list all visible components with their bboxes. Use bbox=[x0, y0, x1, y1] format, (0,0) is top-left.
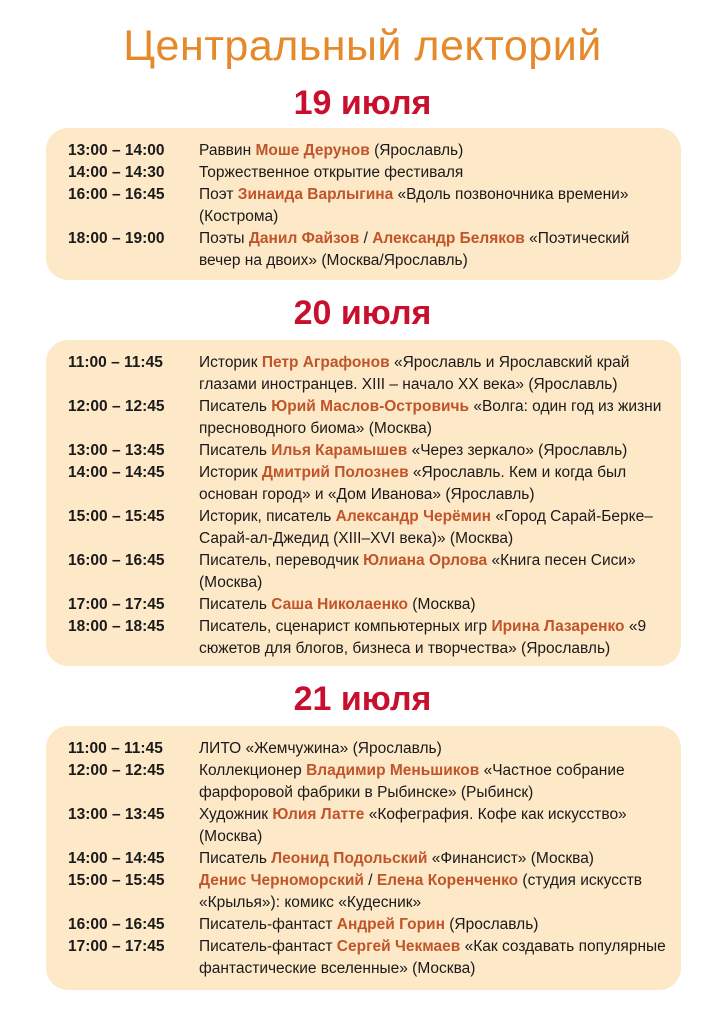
schedule-row bbox=[46, 594, 681, 616]
schedule-row bbox=[46, 462, 681, 506]
schedule-row bbox=[46, 440, 681, 462]
event-description bbox=[182, 462, 681, 506]
time-slot: 13:00 – 13:45 bbox=[68, 806, 165, 823]
event-text: (студия искусств «Крылья»): комикс «Кудесник» bbox=[199, 872, 643, 911]
event-description bbox=[182, 396, 681, 440]
schedule-box bbox=[46, 726, 681, 990]
event-description bbox=[182, 870, 681, 914]
event-text: (Москва) bbox=[407, 596, 476, 613]
event-description bbox=[182, 914, 552, 936]
time-slot: 16:00 – 16:45 bbox=[68, 552, 165, 569]
schedule-box bbox=[46, 340, 681, 666]
speaker-name: Андрей Горин bbox=[336, 916, 445, 933]
schedule-row bbox=[46, 506, 681, 550]
event-text: «Ярославль и Ярославский край глазами иностранцев. XIII – начало XX века» (Ярославль) bbox=[199, 354, 630, 393]
event-description bbox=[182, 162, 477, 184]
speaker-name: Александр Беляков bbox=[372, 230, 525, 247]
event-description bbox=[182, 440, 641, 462]
schedule-row bbox=[46, 184, 681, 228]
time-slot: 12:00 – 12:45 bbox=[68, 398, 165, 415]
event-text: Писатель, переводчик bbox=[199, 552, 364, 569]
page-title: Центральный лекторий bbox=[123, 22, 602, 70]
schedule-box bbox=[46, 128, 681, 280]
event-text: «Частное собрание фарфоровой фабрики в Рыбинске» (Рыбинск) bbox=[199, 762, 625, 801]
speaker-name: Саша Николаенко bbox=[271, 596, 408, 613]
speaker-name: Ирина Лазаренко bbox=[491, 618, 625, 635]
time-slot: 15:00 – 15:45 bbox=[68, 872, 165, 889]
event-text: «9 сюжетов для блогов, бизнеса и творчества» (Ярославль) bbox=[199, 618, 647, 657]
event-description bbox=[182, 184, 681, 228]
speaker-name: Данил Файзов bbox=[248, 230, 360, 247]
speaker-name: Денис Черноморский bbox=[199, 872, 364, 889]
time-slot: 18:00 – 19:00 bbox=[68, 230, 165, 247]
day-heading: 21 июля bbox=[293, 680, 432, 718]
schedule-row bbox=[46, 738, 681, 760]
schedule-row bbox=[46, 352, 681, 396]
event-text: «Поэтический вечер на двоих» (Москва/Ярославль) bbox=[199, 230, 630, 269]
event-text: «Ярославль. Кем и когда был основан город» и «Дом Иванова» (Ярославль) bbox=[199, 464, 627, 503]
speaker-name: Юлия Латте bbox=[272, 806, 365, 823]
event-text: «Вдоль позвоночника времени» (Кострома) bbox=[199, 186, 629, 225]
time-slot: 17:00 – 17:45 bbox=[68, 938, 165, 955]
time-slot: 14:00 – 14:45 bbox=[68, 464, 165, 481]
event-text: Историк bbox=[199, 464, 262, 481]
speaker-name: Зинаида Варлыгина bbox=[237, 186, 394, 203]
schedule-row bbox=[46, 914, 681, 936]
schedule-row bbox=[46, 140, 681, 162]
speaker-name: Илья Карамышев bbox=[271, 442, 408, 459]
event-description bbox=[182, 550, 681, 594]
speaker-name: Юрий Маслов-Островичь bbox=[271, 398, 470, 415]
time-slot: 18:00 – 18:45 bbox=[68, 618, 165, 635]
event-text: Писатель-фантаст bbox=[199, 938, 337, 955]
time-slot: 11:00 – 11:45 bbox=[68, 354, 163, 371]
time-slot: 16:00 – 16:45 bbox=[68, 916, 165, 933]
speaker-name: Владимир Меньшиков bbox=[306, 762, 480, 779]
time-slot: 11:00 – 11:45 bbox=[68, 740, 163, 757]
event-text: Историк, писатель bbox=[199, 508, 336, 525]
event-text: «Кофеграфия. Кофе как искусство» (Москва) bbox=[199, 806, 627, 845]
event-description bbox=[182, 738, 456, 760]
day-heading: 19 июля bbox=[293, 84, 432, 122]
speaker-name: Сергей Чекмаев bbox=[336, 938, 461, 955]
schedule-row bbox=[46, 760, 681, 804]
event-text: Художник bbox=[199, 806, 273, 823]
speaker-name: Александр Черёмин bbox=[335, 508, 492, 525]
event-description bbox=[182, 228, 681, 272]
event-text: (Ярославль) bbox=[369, 142, 464, 159]
event-description bbox=[182, 140, 477, 162]
event-text: Писатель bbox=[199, 398, 272, 415]
speaker-name: Юлиана Орлова bbox=[363, 552, 488, 569]
event-description bbox=[182, 594, 490, 616]
schedule-row bbox=[46, 228, 681, 272]
event-text: «Волга: один год из жизни пресноводного биома» (Москва) bbox=[199, 398, 662, 437]
event-text: «Через зеркало» (Ярославль) bbox=[407, 442, 628, 459]
event-description bbox=[182, 804, 681, 848]
event-text: ЛИТО «Жемчужина» (Ярославль) bbox=[199, 740, 442, 757]
time-slot: 14:00 – 14:45 bbox=[68, 850, 165, 867]
day-heading: 20 июля bbox=[293, 294, 432, 332]
event-text: Торжественное открытие фестиваля bbox=[199, 164, 464, 181]
event-text: Писатель-фантаст bbox=[199, 916, 337, 933]
event-text: «Как создавать популярные фантастические вселенные» (Москва) bbox=[199, 938, 666, 977]
event-text: «Город Сарай-Берке– Сарай-ал-Джедид (XIII–XVI века)» (Москва) bbox=[199, 508, 653, 547]
speaker-name: Леонид Подольский bbox=[271, 850, 428, 867]
time-slot: 15:00 – 15:45 bbox=[68, 508, 165, 525]
speaker-name: Дмитрий Полознев bbox=[261, 464, 409, 481]
event-text: / bbox=[359, 230, 373, 247]
schedule-row bbox=[46, 804, 681, 848]
event-text: (Ярославль) bbox=[444, 916, 539, 933]
schedule-row bbox=[46, 616, 681, 660]
schedule-row bbox=[46, 162, 681, 184]
schedule-row bbox=[46, 396, 681, 440]
event-text: «Книга песен Сиси» (Москва) bbox=[199, 552, 636, 591]
time-slot: 13:00 – 14:00 bbox=[68, 142, 165, 159]
event-description bbox=[182, 352, 681, 396]
time-slot: 12:00 – 12:45 bbox=[68, 762, 165, 779]
event-description bbox=[182, 936, 681, 980]
event-description bbox=[182, 848, 608, 870]
schedule-row bbox=[46, 936, 681, 980]
event-text: Писатель, сценарист компьютерных игр bbox=[199, 618, 492, 635]
event-text: Коллекционер bbox=[199, 762, 307, 779]
speaker-name: Моше Дерунов bbox=[255, 142, 370, 159]
event-text: Поэт bbox=[199, 186, 238, 203]
event-text: / bbox=[363, 872, 377, 889]
speaker-name: Елена Коренченко bbox=[376, 872, 519, 889]
event-text: Историк bbox=[199, 354, 262, 371]
time-slot: 17:00 – 17:45 bbox=[68, 596, 165, 613]
event-text: Поэты bbox=[199, 230, 249, 247]
schedule-row bbox=[46, 550, 681, 594]
time-slot: 14:00 – 14:30 bbox=[68, 164, 165, 181]
event-description bbox=[182, 506, 681, 550]
event-description bbox=[182, 760, 681, 804]
schedule-row bbox=[46, 870, 681, 914]
event-text: «Финансист» (Москва) bbox=[427, 850, 594, 867]
event-text: Писатель bbox=[199, 596, 272, 613]
event-text: Раввин bbox=[199, 142, 256, 159]
event-text: Писатель bbox=[199, 442, 272, 459]
event-description bbox=[182, 616, 681, 660]
schedule-row bbox=[46, 848, 681, 870]
event-text: Писатель bbox=[199, 850, 272, 867]
time-slot: 16:00 – 16:45 bbox=[68, 186, 165, 203]
speaker-name: Петр Аграфонов bbox=[261, 354, 390, 371]
time-slot: 13:00 – 13:45 bbox=[68, 442, 165, 459]
